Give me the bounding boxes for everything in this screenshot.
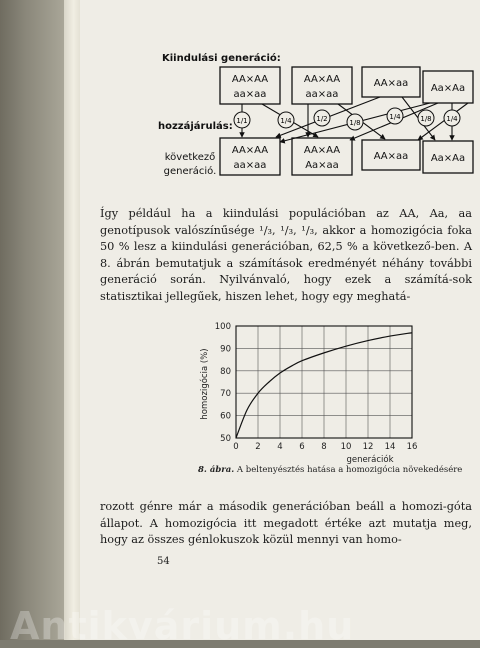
fraction-6 bbox=[418, 110, 434, 126]
y-tick-label: 80 bbox=[220, 366, 231, 377]
x-tick-label: 4 bbox=[277, 442, 283, 452]
x-tick-label: 8 bbox=[321, 442, 327, 452]
diagram-next-label-2: generáció. bbox=[163, 166, 217, 177]
fraction-3-text: 1/2 bbox=[316, 115, 328, 123]
generation-diagram bbox=[80, 0, 480, 200]
fraction-7-text: 1/4 bbox=[446, 115, 458, 123]
top-box-1-line1: AA×AA bbox=[231, 74, 269, 85]
y-axis-label: homozigócia (%) bbox=[200, 348, 210, 420]
diagram-next-label-1: következő bbox=[164, 152, 216, 163]
fraction-2-text: 1/4 bbox=[280, 117, 292, 125]
bottom-box-4 bbox=[423, 141, 473, 173]
bottom-box-1-line1: AA×AA bbox=[231, 145, 269, 156]
bottom-box-3-line1: AA×aa bbox=[373, 151, 409, 162]
x-tick-label: 16 bbox=[406, 442, 418, 452]
y-tick-label: 60 bbox=[220, 411, 231, 422]
fraction-1 bbox=[234, 112, 250, 128]
x-axis-label: generációk bbox=[346, 455, 394, 465]
bottom-box-1-line2: aa×aa bbox=[233, 160, 267, 171]
y-tick-label: 90 bbox=[220, 344, 231, 355]
x-tick-label: 2 bbox=[255, 442, 261, 452]
fraction-7 bbox=[444, 110, 460, 126]
bottom-box-1 bbox=[220, 138, 280, 175]
book-spine bbox=[0, 0, 64, 640]
fraction-4 bbox=[347, 114, 363, 130]
top-box-4-line1: Aa×Aa bbox=[430, 83, 466, 94]
top-box-3-line1: AA×aa bbox=[373, 78, 409, 89]
y-tick-label: 100 bbox=[214, 322, 231, 332]
fraction-6-text: 1/8 bbox=[420, 115, 432, 123]
top-box-2-line2: aa×aa bbox=[305, 89, 339, 100]
fraction-5 bbox=[387, 108, 403, 124]
bottom-box-2-line1: AA×AA bbox=[303, 145, 341, 156]
figure-caption bbox=[198, 465, 462, 475]
page-number: 54 bbox=[157, 556, 170, 567]
x-tick-label: 6 bbox=[299, 442, 305, 452]
x-tick-label: 14 bbox=[384, 442, 396, 452]
bottom-box-2 bbox=[292, 138, 352, 175]
fraction-3 bbox=[314, 110, 330, 126]
bottom-box-4-line1: Aa×Aa bbox=[430, 153, 466, 164]
bottom-box-3 bbox=[362, 140, 420, 170]
bottom-box-2-line2: Aa×aa bbox=[305, 160, 339, 171]
x-tick-label: 10 bbox=[340, 442, 352, 452]
figure-number: 8. ábra. bbox=[198, 465, 235, 475]
x-tick-label: 0 bbox=[233, 442, 239, 452]
figure-caption-text: A beltenyésztés hatása a homozigócia növekedésére bbox=[234, 465, 463, 475]
top-box-3 bbox=[362, 67, 420, 97]
y-tick-label: 70 bbox=[220, 389, 231, 400]
fraction-2 bbox=[278, 112, 294, 128]
top-box-1-line2: aa×aa bbox=[233, 89, 267, 100]
y-tick-label: 50 bbox=[220, 434, 231, 444]
fraction-5-text: 1/4 bbox=[389, 113, 401, 121]
top-box-2-line1: AA×AA bbox=[303, 74, 341, 85]
page-edge bbox=[64, 0, 80, 640]
top-box-4 bbox=[423, 71, 473, 103]
paragraph-1: Így például ha a kiindulási populációban az AA, Aa, aa genotípusok valószínűsége ¹/₃, ¹/₃, ¹/₃, akkor a homozigócia foka 50 % lesz a kiindulási generációban, 62,5 % a következő-ben. A 8. ábrán bemutatjuk a számítások eredményét néhány további generáció során. Nyilvánvaló, hogy ezek a számítá-sok statisztikai jellegűek, hiszen lehet, hogy egy meghatá- bbox=[100, 207, 472, 303]
top-box-1 bbox=[220, 67, 280, 104]
fraction-4-text: 1/8 bbox=[349, 119, 361, 127]
paragraph-2: rozott génre már a második generációban beáll a homozi-góta állapot. A homozigócia itt megadott értéke azt mutatja meg, hogy az összes génlokuszok közül mennyi van homo- bbox=[100, 500, 472, 546]
diagram-top-label: Kiindulási generáció: bbox=[162, 53, 281, 64]
x-tick-label: 12 bbox=[362, 442, 374, 452]
top-box-2 bbox=[292, 67, 352, 104]
diagram-contrib-label: hozzájárulás: bbox=[158, 121, 233, 132]
watermark: Antikvárium.hu bbox=[10, 604, 355, 648]
fraction-1-text: 1/1 bbox=[236, 117, 248, 125]
